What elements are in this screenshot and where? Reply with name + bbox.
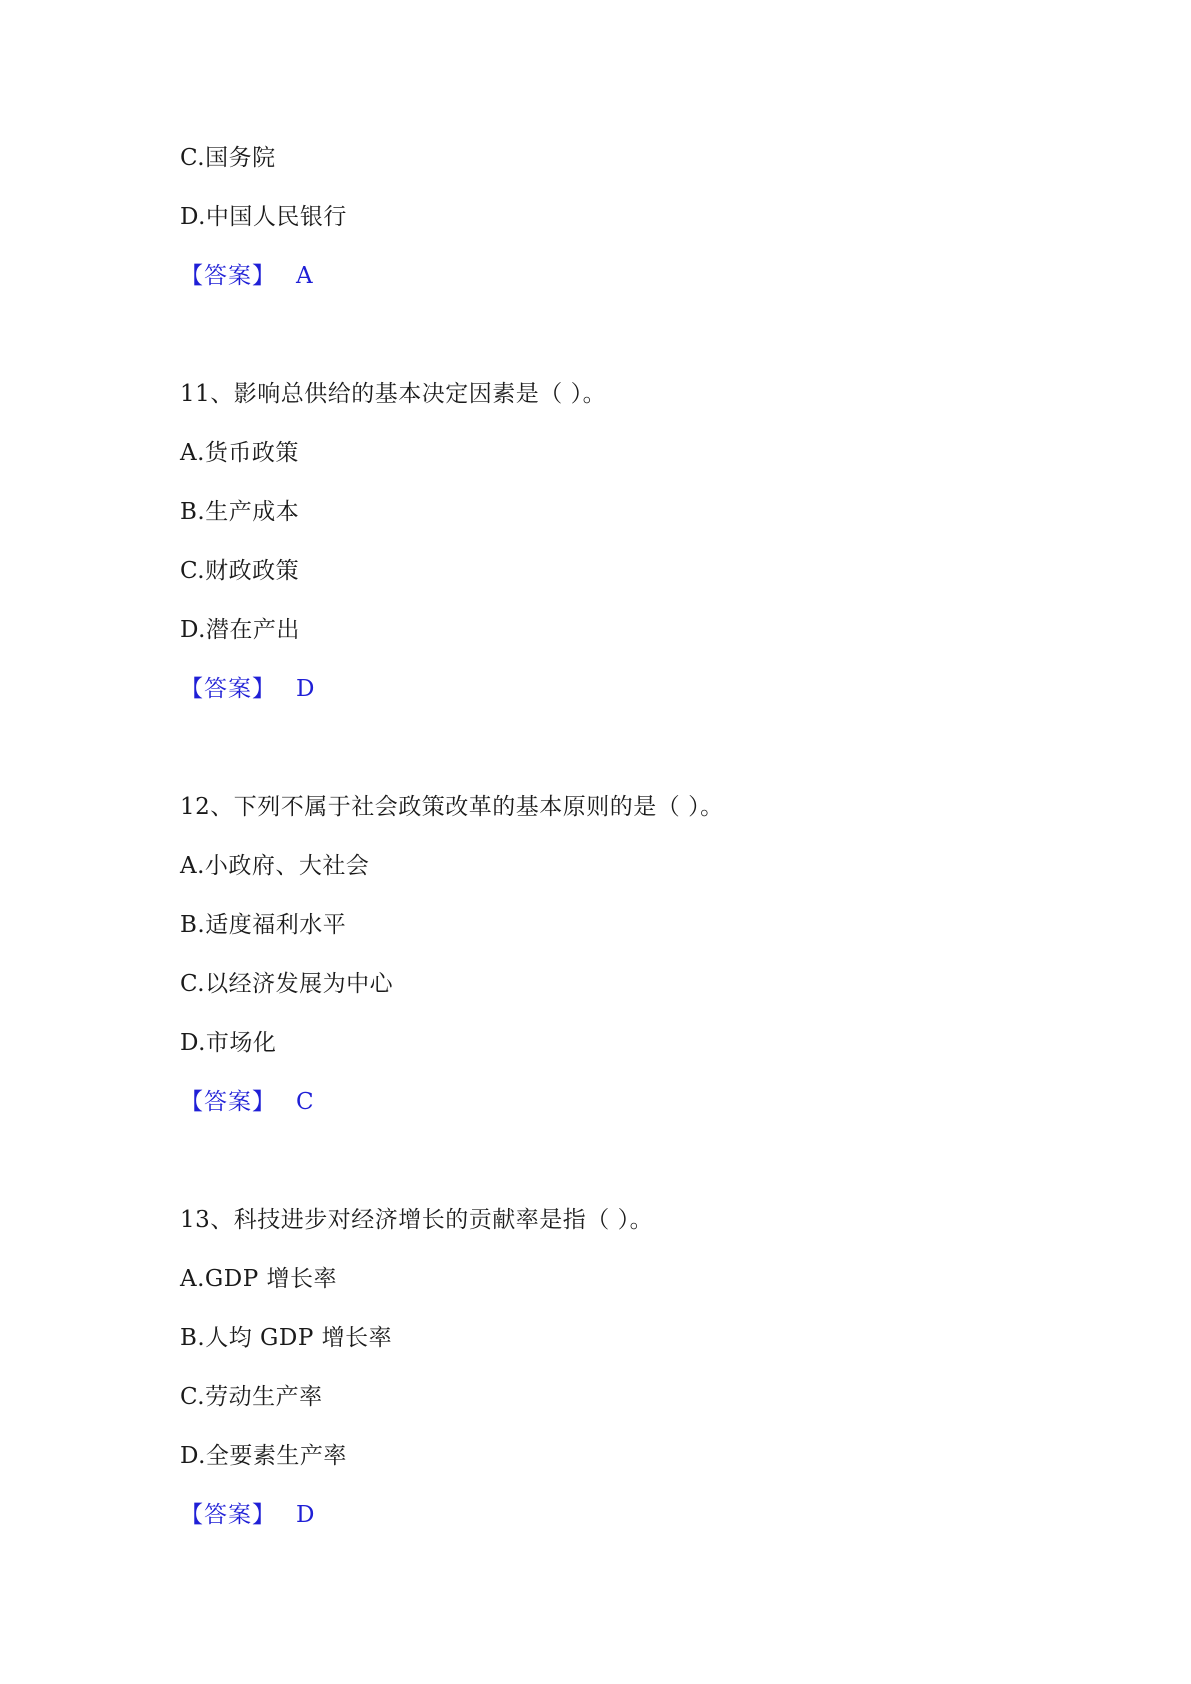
answer-value: A — [296, 263, 314, 289]
answer-value: C — [296, 1089, 315, 1115]
answer-label: 【答案】 — [180, 1089, 276, 1115]
answer-label: 【答案】 — [180, 676, 276, 702]
option-c: C.财政政策 — [180, 558, 300, 584]
answer-line — [180, 674, 315, 704]
option-d: D.潜在产出 — [180, 617, 300, 643]
answer-line — [180, 261, 313, 291]
answer-value: D — [296, 1502, 315, 1528]
option-c: C.以经济发展为中心 — [180, 971, 394, 997]
option-d: D.中国人民银行 — [180, 204, 347, 230]
option-c: C.国务院 — [180, 145, 276, 171]
question-11: 11、影响总供给的基本决定因素是（ ）。 — [180, 381, 607, 407]
option-b: B.人均 GDP 增长率 — [180, 1325, 393, 1351]
answer-line — [180, 1087, 314, 1117]
option-d: D.市场化 — [180, 1030, 277, 1056]
answer-value: D — [296, 676, 315, 702]
question-12: 12、下列不属于社会政策改革的基本原则的是（ ）。 — [180, 794, 724, 820]
answer-label: 【答案】 — [180, 1502, 276, 1528]
option-a: A.GDP 增长率 — [180, 1266, 338, 1292]
answer-line — [180, 1500, 315, 1530]
question-13: 13、科技进步对经济增长的贡献率是指（ ）。 — [180, 1207, 654, 1233]
option-a: A.小政府、大社会 — [180, 853, 370, 879]
option-c: C.劳动生产率 — [180, 1384, 323, 1410]
option-a: A.货币政策 — [180, 440, 299, 466]
answer-label: 【答案】 — [180, 263, 276, 289]
option-b: B.适度福利水平 — [180, 912, 347, 938]
option-b: B.生产成本 — [180, 499, 300, 525]
option-d: D.全要素生产率 — [180, 1443, 347, 1469]
